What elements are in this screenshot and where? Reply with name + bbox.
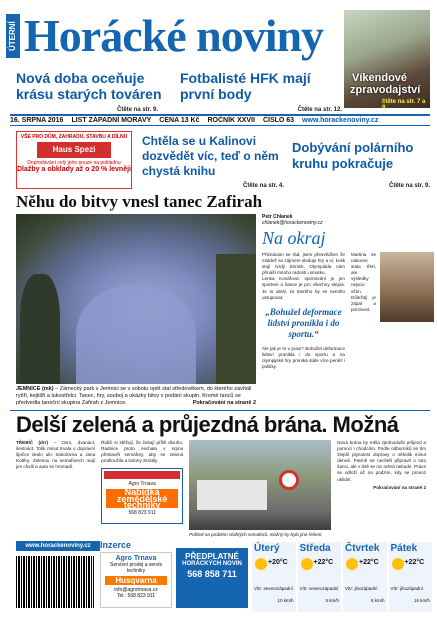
dance-photo[interactable] [16, 214, 256, 384]
sun-icon [301, 558, 313, 570]
issue-number: ČÍSLO 63 [262, 117, 295, 124]
ad-agro-grid[interactable] [101, 468, 183, 524]
photo-caption-line2: zpravodajství [350, 84, 421, 96]
issue-date: 16. SRPNA 2016 [10, 117, 64, 124]
weather-day-thu [343, 542, 387, 612]
subscription-title: PŘEDPLATNÉ [185, 552, 239, 561]
second-article-photo-block [189, 440, 331, 537]
photo-truck [197, 480, 267, 510]
weather-info: Vítr: severozápadní [254, 586, 294, 591]
second-continued: Pokračování na straně 2 [373, 484, 426, 490]
second-article-col2 [101, 440, 183, 537]
weather-wind: 5 km/h [325, 598, 339, 603]
second-col4-text: Patrně se nechtěl připravit o tuto šanci, ale v létě se nic měnit nebude. Práce se odloží až na podzim, kdy se provoz uklidní. [337, 458, 427, 482]
column-paragraph-3: Ale jak je to v praxi? Bohužel deformace lidství pronikla i do sportu a na olympijské hry proniká stále více peněz i politiky. [262, 345, 345, 370]
main-headline[interactable]: Něhu do bitvy vnesl tanec Zafirah [16, 192, 263, 211]
weather-day-wed [298, 542, 342, 612]
weather-day-name: Pátek [390, 543, 418, 554]
caption-label: JEMNICE (mk) [16, 386, 54, 392]
teaser-football-page: Čtěte na str. 12. [297, 107, 342, 113]
photo-page-ref: čtěte na str. 7 a 8 [382, 99, 426, 111]
caption-text: – Zámecký park v Jemnici se v sobotu opět stal středověkem, do kterého zavítali rytíři, kejklíři a lukostřelci. Tanec, hry, souboj a ukázky bitvy v podání skupin. Kromě tanců se předvedla taneční skupina Zafirah z Jemnice. [16, 386, 252, 406]
ad-grid-logo [104, 471, 180, 479]
weather-wind: 16 km/h [413, 598, 430, 603]
issue-price: CENA 13 Kč [159, 117, 200, 124]
weekend-photo[interactable] [344, 10, 430, 111]
newspaper-title[interactable]: Horácké noviny [24, 10, 324, 61]
ad-grid-title: Agro Trnava [128, 481, 156, 488]
teaser-kalina[interactable] [142, 134, 284, 194]
barcode [16, 556, 94, 608]
column-photo [380, 252, 434, 322]
subscription-phone: 568 858 711 [187, 569, 237, 579]
second-col2-text: Řidiči si stěžují, že čekají příliš dlouho. Radnice proto nechala v srpnu přestavět semafory, aby se zelená prodloužila a kolony zkrátily. [101, 440, 184, 464]
weather-info: Vítr: jihozápadní [345, 586, 378, 591]
teaser-polar-page: Čtěte na str. 9. [388, 183, 430, 189]
photo-figure-left [20, 274, 60, 384]
subscription-box[interactable] [176, 548, 248, 608]
agro-line: Servisní prodej a servis techniky [110, 562, 162, 574]
weather-day-name: Čtvrtek [345, 543, 380, 554]
teaser-factories[interactable] [16, 70, 166, 118]
weather-day-name: Úterý [254, 543, 280, 554]
ad-header: VŠE PRO DŮM, ZAHRADU, STAVBU A DÍLNU [20, 134, 128, 140]
website-banner[interactable]: www.horackenoviny.cz [16, 541, 100, 551]
teaser-kalina-page: Čtěte na str. 4. [242, 183, 284, 189]
ad-grid-tel: 568 823 911 [128, 509, 156, 516]
sun-icon [392, 558, 404, 570]
sun-icon [255, 558, 267, 570]
site-link[interactable]: www.horackenoviny.cz [302, 117, 379, 124]
column-quote: „Bohužel deformace lidství pronikla i do sportu.“ [265, 306, 342, 339]
second-intro-label: TŘEBÍČ (drr) [16, 440, 48, 445]
sun-icon [346, 558, 358, 570]
agro-logo: Agro Trnava [115, 555, 157, 562]
second-col1-text: – Osm, dvanáct, šestnáct. Tolik minut trvala v dopravní špičce okolo ulic Sokolovna a Jana Kotěry. Zelenou na semaforech mají jen chvíli a auta se hromadí. [16, 440, 96, 470]
second-article-body [16, 440, 426, 537]
main-photo-caption [16, 386, 256, 407]
teaser-polar-text: Dobývání polárního kruhu pokračuje [292, 140, 414, 171]
ad-grid-text: Nabídka zemědělské techniky [106, 489, 178, 507]
issue-region: LIST ZÁPADNÍ MORAVY [71, 117, 152, 124]
weather-info: Vítr: jihozápadní [390, 586, 424, 591]
weather-info: Vítr: severozápadní [299, 586, 339, 591]
info-bar [10, 114, 430, 126]
second-col3-text: Nová brána by měla zjednodušit průjezd a pomoci i chodcům. Podle odborníků se tím zlepší plynulost dopravy o několik minut denně. [337, 440, 426, 464]
ad-haus-spezi[interactable] [16, 131, 132, 189]
teaser-kalina-text: Chtěla se u Kalinovi dozvědět víc, teď o něm chystá knihu [142, 134, 279, 178]
teaser-polar[interactable] [292, 140, 430, 194]
column-author-mail[interactable]: chlanek@horackenoviny.cz [262, 220, 323, 226]
weather-forecast [252, 542, 432, 612]
ad-subtext: Doprodávání celý jeho pouze na pokladnu [27, 160, 121, 166]
opinion-column [262, 214, 434, 414]
second-headline[interactable]: Delší zelená a průjezdná brána. Možná [16, 412, 399, 437]
weather-day-fri [389, 542, 433, 612]
subscription-sub: HORÁCKÝCH NOVIN [182, 561, 242, 567]
section-divider [10, 410, 430, 411]
edition-tag: ÚTERNÍ [6, 14, 20, 58]
weather-wind: 10 km/h [277, 598, 294, 603]
teaser-factories-text: Nová doba oceňuje krásu starých továren [16, 70, 162, 102]
weather-temp: +20°C [268, 559, 288, 566]
weather-temp: +22°C [313, 559, 334, 566]
traffic-photo-caption: Pohled na problém složitých semaforů, možný by bylo jiné řešení. [189, 532, 323, 537]
issue-volume: ROČNÍK XXVII [207, 117, 255, 124]
agro-brand: Husqvarna [105, 576, 167, 585]
column-rubric: Na okraj [262, 228, 326, 248]
photo-figure-right [216, 254, 256, 384]
column-paragraph-4: Martina se nakonec stala třetí, ale výsledky nejsou vším. Důležitý je zápal a poctivost. [351, 252, 376, 312]
second-article-col1 [16, 440, 95, 537]
teaser-factories-page: Čtěte na str. 9. [116, 107, 158, 113]
ads-label: Inzerce [100, 540, 132, 550]
column-author: Petr Chlanek [262, 214, 293, 220]
photo-figure-dancer [76, 284, 196, 384]
no-entry-sign-icon [279, 470, 299, 490]
teaser-football-text: Fotbalisté HFK mají první body [180, 70, 311, 102]
teaser-football[interactable] [180, 70, 342, 118]
photo-caption-line1: Víkendové [352, 72, 408, 84]
column-paragraph-1: Přiznávám se rád, jsem přesvědčen že mládež se zájmem sleduje hry a ví, kolik stojí tvrdý trénink. Olympiáda nám přináší mnoho radosti i smutku. [262, 252, 345, 276]
weather-temp: +22°C [359, 559, 379, 566]
caption-continued: Pokračování na straně 2 [192, 400, 256, 406]
weather-day-name: Středa [299, 543, 331, 554]
weather-temp: +22°C [404, 559, 425, 566]
agro-tel: Tel.: 568 823 911 [117, 593, 155, 599]
column-paragraph-2: Lenka Kovářová: sportování je jen sportem a šance je pro všechny stejná. Je to ideál, ze kterého by se nemělo ustupovat. [262, 276, 345, 300]
ad-logo: Haus Spezi [37, 142, 111, 158]
traffic-photo[interactable] [189, 440, 331, 530]
second-article-col4 [337, 440, 426, 537]
weather-wind: 8 km/h [370, 598, 385, 603]
agro-mail[interactable]: info@agrotrnava.cz [114, 587, 158, 593]
ad-offer: Dlažby a obklady až o 20 % levněji [17, 166, 131, 173]
ad-agro-trnava[interactable] [100, 552, 172, 608]
weather-day-tue [252, 542, 296, 612]
